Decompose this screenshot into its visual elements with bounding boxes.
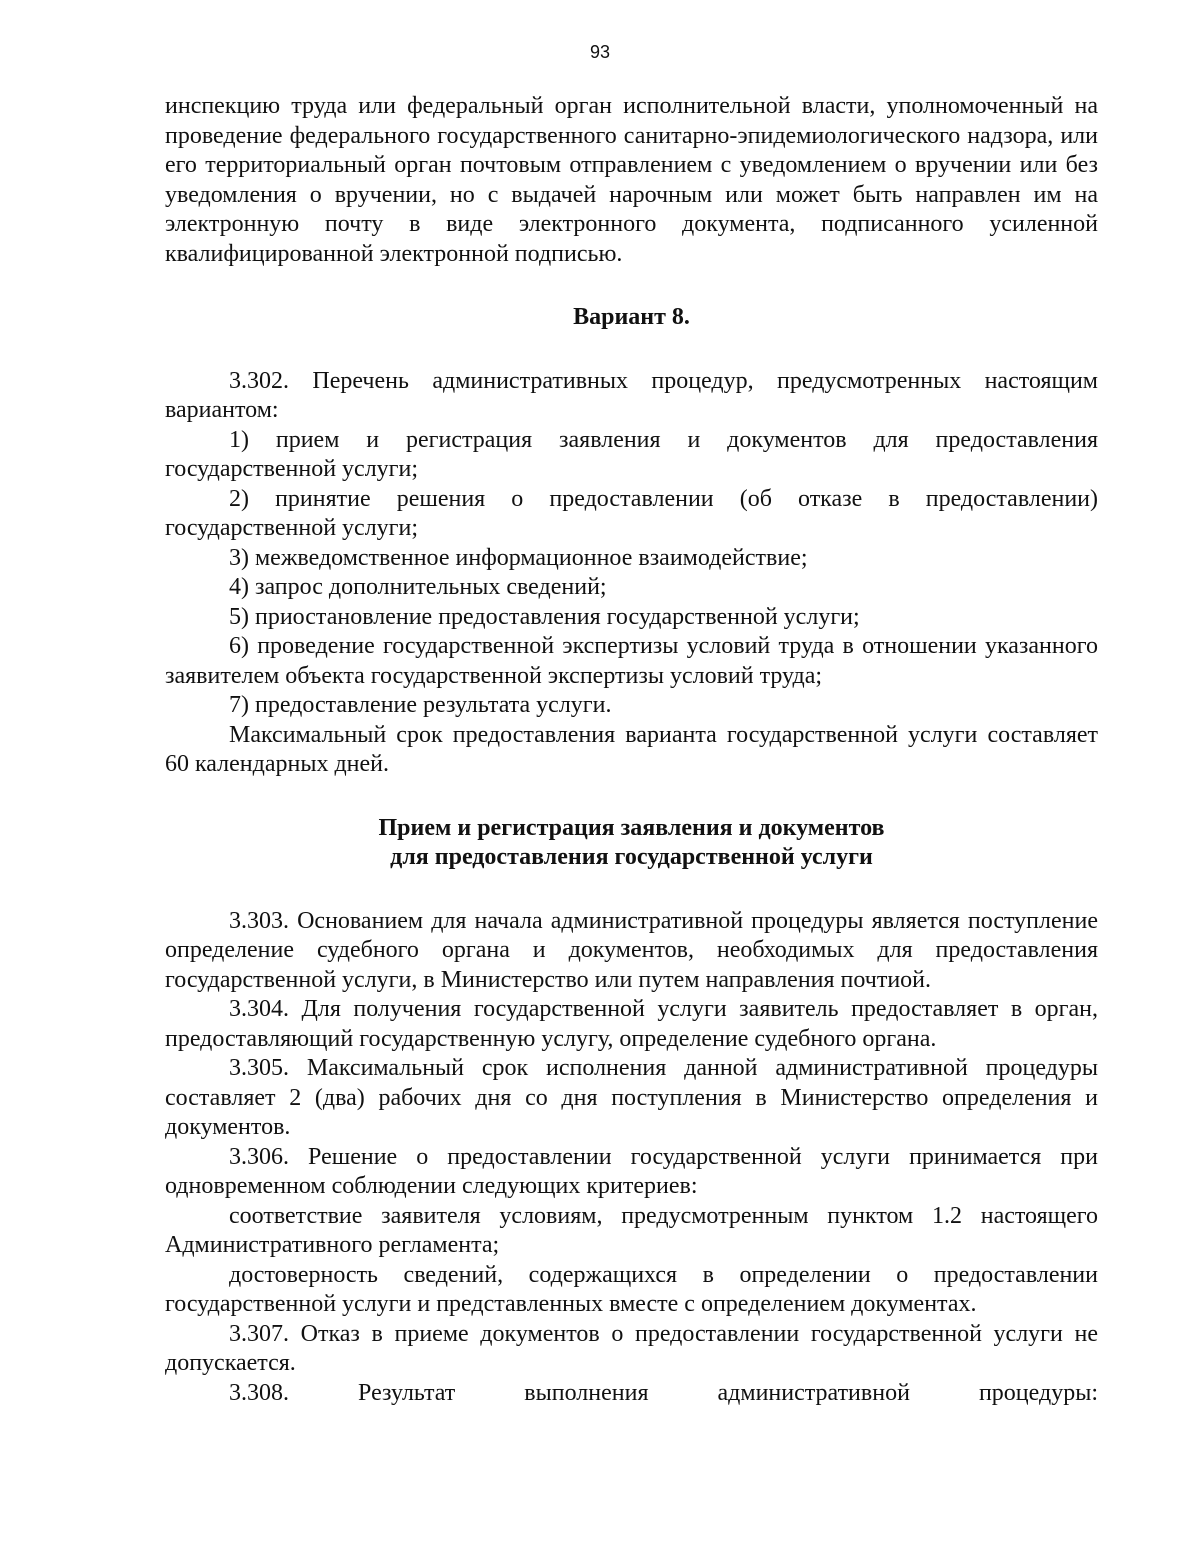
procedure-item: 6) проведение государственной экспертизы условий труда в отношении указанного заявителем объекта государственной экспертизы условий труда; <box>165 633 1098 689</box>
procedure-item: 5) приостановление предоставления государственной услуги; <box>229 603 860 630</box>
variant-heading: Вариант 8. <box>573 304 690 330</box>
procedure-item: 7) предоставление результата услуги. <box>229 692 612 718</box>
procedure-item: 4) запрос дополнительных сведений; <box>229 574 607 600</box>
paragraph-3-305: 3.305. Максимальный срок исполнения данной административной процедуры составляет 2 (два) рабочих дня со дня поступления в Министерство определения и документов. <box>165 1055 1098 1140</box>
document-body <box>165 92 1098 1408</box>
procedure-item: 1) прием и регистрация заявления и документов для предоставления государственной услуги; <box>165 426 1098 482</box>
section-heading <box>165 814 1098 873</box>
paragraph-3-308: 3.308. Результат выполнения административной процедуры: <box>229 1379 1098 1406</box>
paragraph-3-302: 3.302. Перечень административных процедур, предусмотренных настоящим вариантом: <box>165 367 1098 423</box>
paragraph-3-303: 3.303. Основанием для начала административной процедуры является поступление определение судебного органа и документов, необходимых для предоставления государственной услуги, в Министерство или путем направления почтиой. <box>165 907 1098 993</box>
page-number: 93 <box>589 42 611 62</box>
procedure-item: 2) принятие решения о предоставлении (об отказе в предоставлении) государственной услуги; <box>165 485 1098 541</box>
paragraph-3-306: 3.306. Решение о предоставлении государственной услуги принимается при одновременном соблюдении следующих критериев: <box>165 1143 1098 1199</box>
paragraph-3-307: 3.307. Отказ в приеме документов о предоставлении государственной услуги не допускается. <box>165 1320 1098 1376</box>
criteria-item: достоверность сведений, содержащихся в определении о предоставлении государственной услуги и представленных вместе с определением документах. <box>165 1261 1098 1317</box>
section-heading-line-2: для предоставления государственной услуги <box>390 844 873 870</box>
intro-paragraph: инспекцию труда или федеральный орган исполнительной власти, уполномоченный на проведение федерального государственного санитарно-эпидемиологического надзора, или его территориальный орган почтовым отправлением с уведомлением о вручении или без уведомления о вручении, но с выдачей нарочным или может быть направлен им на электронную почту в виде электронного документа, подписанного усиленной квалифицированной электронной подписью. <box>165 93 1098 267</box>
criteria-item: соответствие заявителя условиям, предусмотренным пунктом 1.2 настоящего Административного регламента; <box>165 1202 1098 1258</box>
paragraph-3-304: 3.304. Для получения государственной услуги заявитель предоставляет в орган, предоставляющий государственную услугу, определение судебного органа. <box>165 996 1098 1052</box>
section-heading-line-1: Прием и регистрация заявления и документов <box>378 814 885 841</box>
max-term-paragraph: Максимальный срок предоставления варианта государственной услуги составляет 60 календарных дней. <box>165 721 1098 777</box>
procedure-item: 3) межведомственное информационное взаимодействие; <box>229 544 808 571</box>
